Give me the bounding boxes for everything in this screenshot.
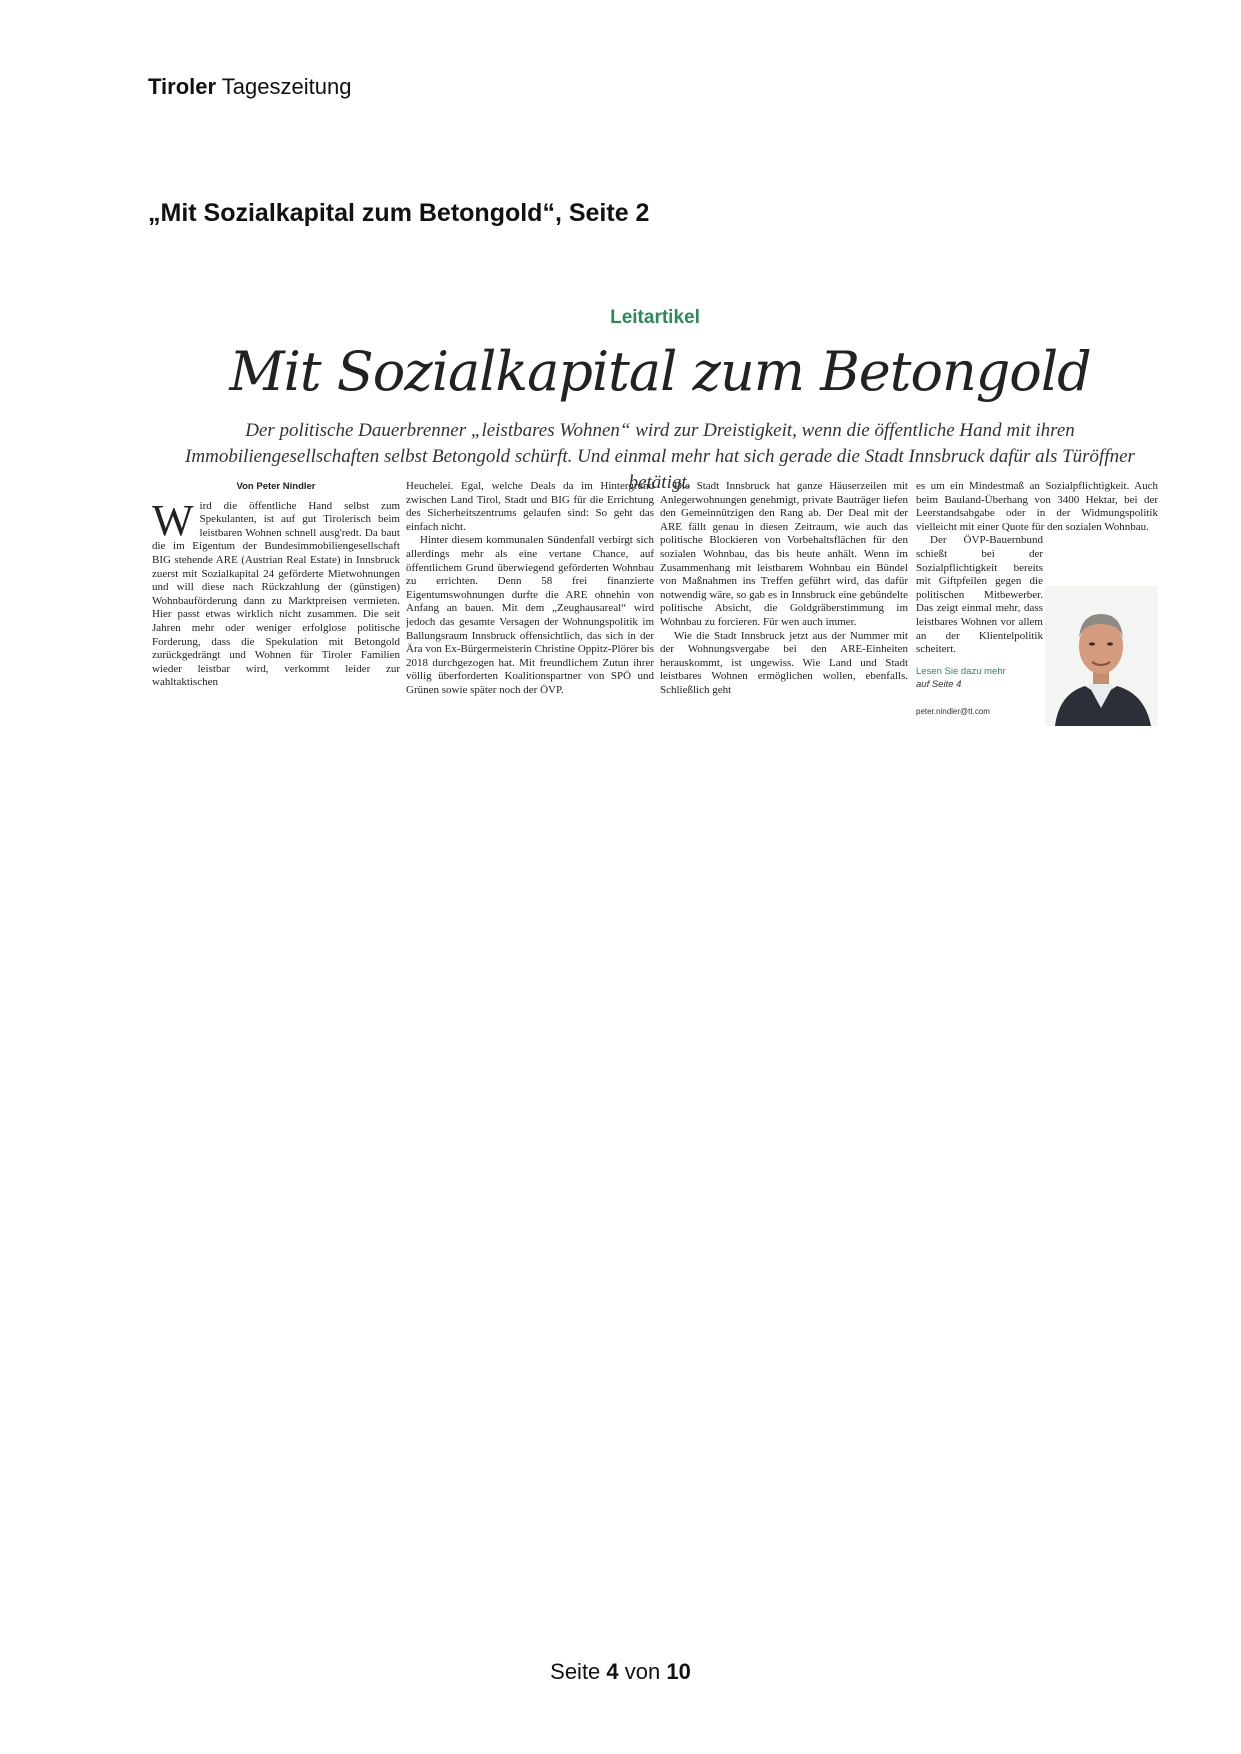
- article-column-4: [916, 480, 1158, 726]
- total-pages: 10: [666, 1659, 691, 1684]
- publication-name-rest: Tageszeitung: [216, 74, 352, 99]
- page-prefix: Seite: [550, 1659, 607, 1684]
- column-2-paragraph-2: Hinter diesem kommunalen Sündenfall verbirgt sich allerdings mehr als eine vertane Chance, auf öffentlichem Grund überwiegend geförderten Wohnbau zu errichten. Denn 58 frei finanzierte Eigentumswohnungen durfte die ARE ohnehin von Anfang an bauen. Mit dem „Zeughausareal“ wird jedoch das gesamte Versagen der Wohnungspolitik im Ballungsraum Innsbruck offensichtlich, das sich in der Ära von Ex-Bürgermeisterin Christine Oppitz-Plörer bis 2018 durchgezogen hat. Mit freundlichem Zutun ihrer völlig überforderten Koalitionspartner von SPÖ und Grünen sowie später noch der ÖVP.: [406, 534, 654, 696]
- publication-name-bold: Tiroler: [148, 74, 217, 99]
- column-3-paragraph-1: Die Stadt Innsbruck hat ganze Häuserzeilen mit Anlegerwohnungen genehmigt, private Bauträger liefen den Gemeinnützigen den Rang ab. Der Deal mit der ARE fällt genau in diesen Zeitraum, wie auch das politische Blockieren von Vorbehaltsflächen für den sozialen Wohnbau, das bis heute anhält. Wenn im Zusammenhang mit leistbarem Wohnbau ein Bündel von Maßnahmen ins Treffen geführt wird, das dafür notwendig wäre, so gab es in Innsbruck eine gebündelte politische Absicht, die Goldgräberstimmung im Wohnbau zu forcieren. Für wen auch immer.: [660, 480, 908, 628]
- column-4-paragraph-2: Der ÖVP-Bauernbund schießt bei der Sozialpflichtigkeit bereits mit Giftpfeilen gegen die politischen Mitbewerber. Das zeigt einmal mehr, dass leistbares Wohnen vor allem an der Klientelpolitik scheitert.: [916, 534, 1043, 656]
- article-column-3: [660, 480, 908, 726]
- author-photo: [1045, 586, 1158, 726]
- article-lead: Der politische Dauerbrenner „leistbares Wohnen“ wird zur Dreistigkeit, wenn die öffentliche Hand mit ihren Immobiliengesellschaften selbst Betongold schürft. Und einmal mehr hat sich gerade die Stadt Innsbruck dafür als Türöffner betätigt.: [185, 420, 1135, 493]
- column-1-text: ird die öffentliche Hand selbst zum Spekulanten, ist auf gut Tirolerisch beim leistbaren Wohnen schnell ausg'redt. Da baut die im Eigentum der Bundesimmobiliengesellschaft BIG stehende ARE (Austrian Real Estate) in Innsbruck zuerst mit Sozialkapital 24 geförderte Mietwohnungen und will diese nach Rückzahlung der (günstigen) Wohnbauförderung dann zu Marktpreisen vermieten. Hier passt etwas wirklich nicht zusammen. Die seit Jahren mehr oder weniger erfolglose politische Forderung, dass die Spekulation mit Betongold zurückgedrängt und Wohnen für Tiroler Familien wieder leistbar wird, verkommt leider zur wahltaktischen: [152, 499, 400, 689]
- article-byline: Von Peter Nindler: [236, 481, 316, 492]
- author-email: peter.nindler@tt.com: [916, 706, 990, 716]
- read-more-note: Lesen Sie dazu mehr: [916, 665, 1006, 677]
- page-middle: von: [618, 1659, 667, 1684]
- publication-name: [148, 74, 351, 100]
- current-page: 4: [606, 1659, 619, 1684]
- column-2-paragraph-1: Heuchelei. Egal, welche Deals da im Hintergrund zwischen Land Tirol, Stadt und BIG für die Errichtung des Sicherheitszentrums gelaufen sind: So geht das einfach nicht.: [406, 480, 654, 533]
- document-reference: „Mit Sozialkapital zum Betongold“, Seite 2: [148, 199, 650, 227]
- page-number: [0, 1659, 1241, 1685]
- article-column-1: [152, 480, 400, 726]
- article-body: [152, 480, 1158, 726]
- column-3-paragraph-2: Wie die Stadt Innsbruck jetzt aus der Nummer mit der Wohnungsvergabe bei den ARE-Einheiten herauskommt, ist ungewiss. Wie Land und Stadt leistbares Wohnen ermöglichen wollen, ebenfalls. Schließlich geht: [660, 629, 908, 696]
- article-headline: Mit Sozialkapital zum Betongold: [229, 340, 1091, 403]
- dropcap: W: [152, 495, 194, 545]
- article-kicker: Leitartikel: [610, 307, 700, 328]
- read-more-page: auf Seite 4: [916, 678, 962, 690]
- column-4-paragraph-1: es um ein Mindestmaß an Sozialpflichtigkeit. Auch beim Bauland-Überhang von 3400 Hektar, bei der Leerstandsabgabe oder in der Widmungspolitik vielleicht mit einer Quote für den sozialen Wohnbau.: [916, 480, 1158, 533]
- article-column-2: [406, 480, 654, 726]
